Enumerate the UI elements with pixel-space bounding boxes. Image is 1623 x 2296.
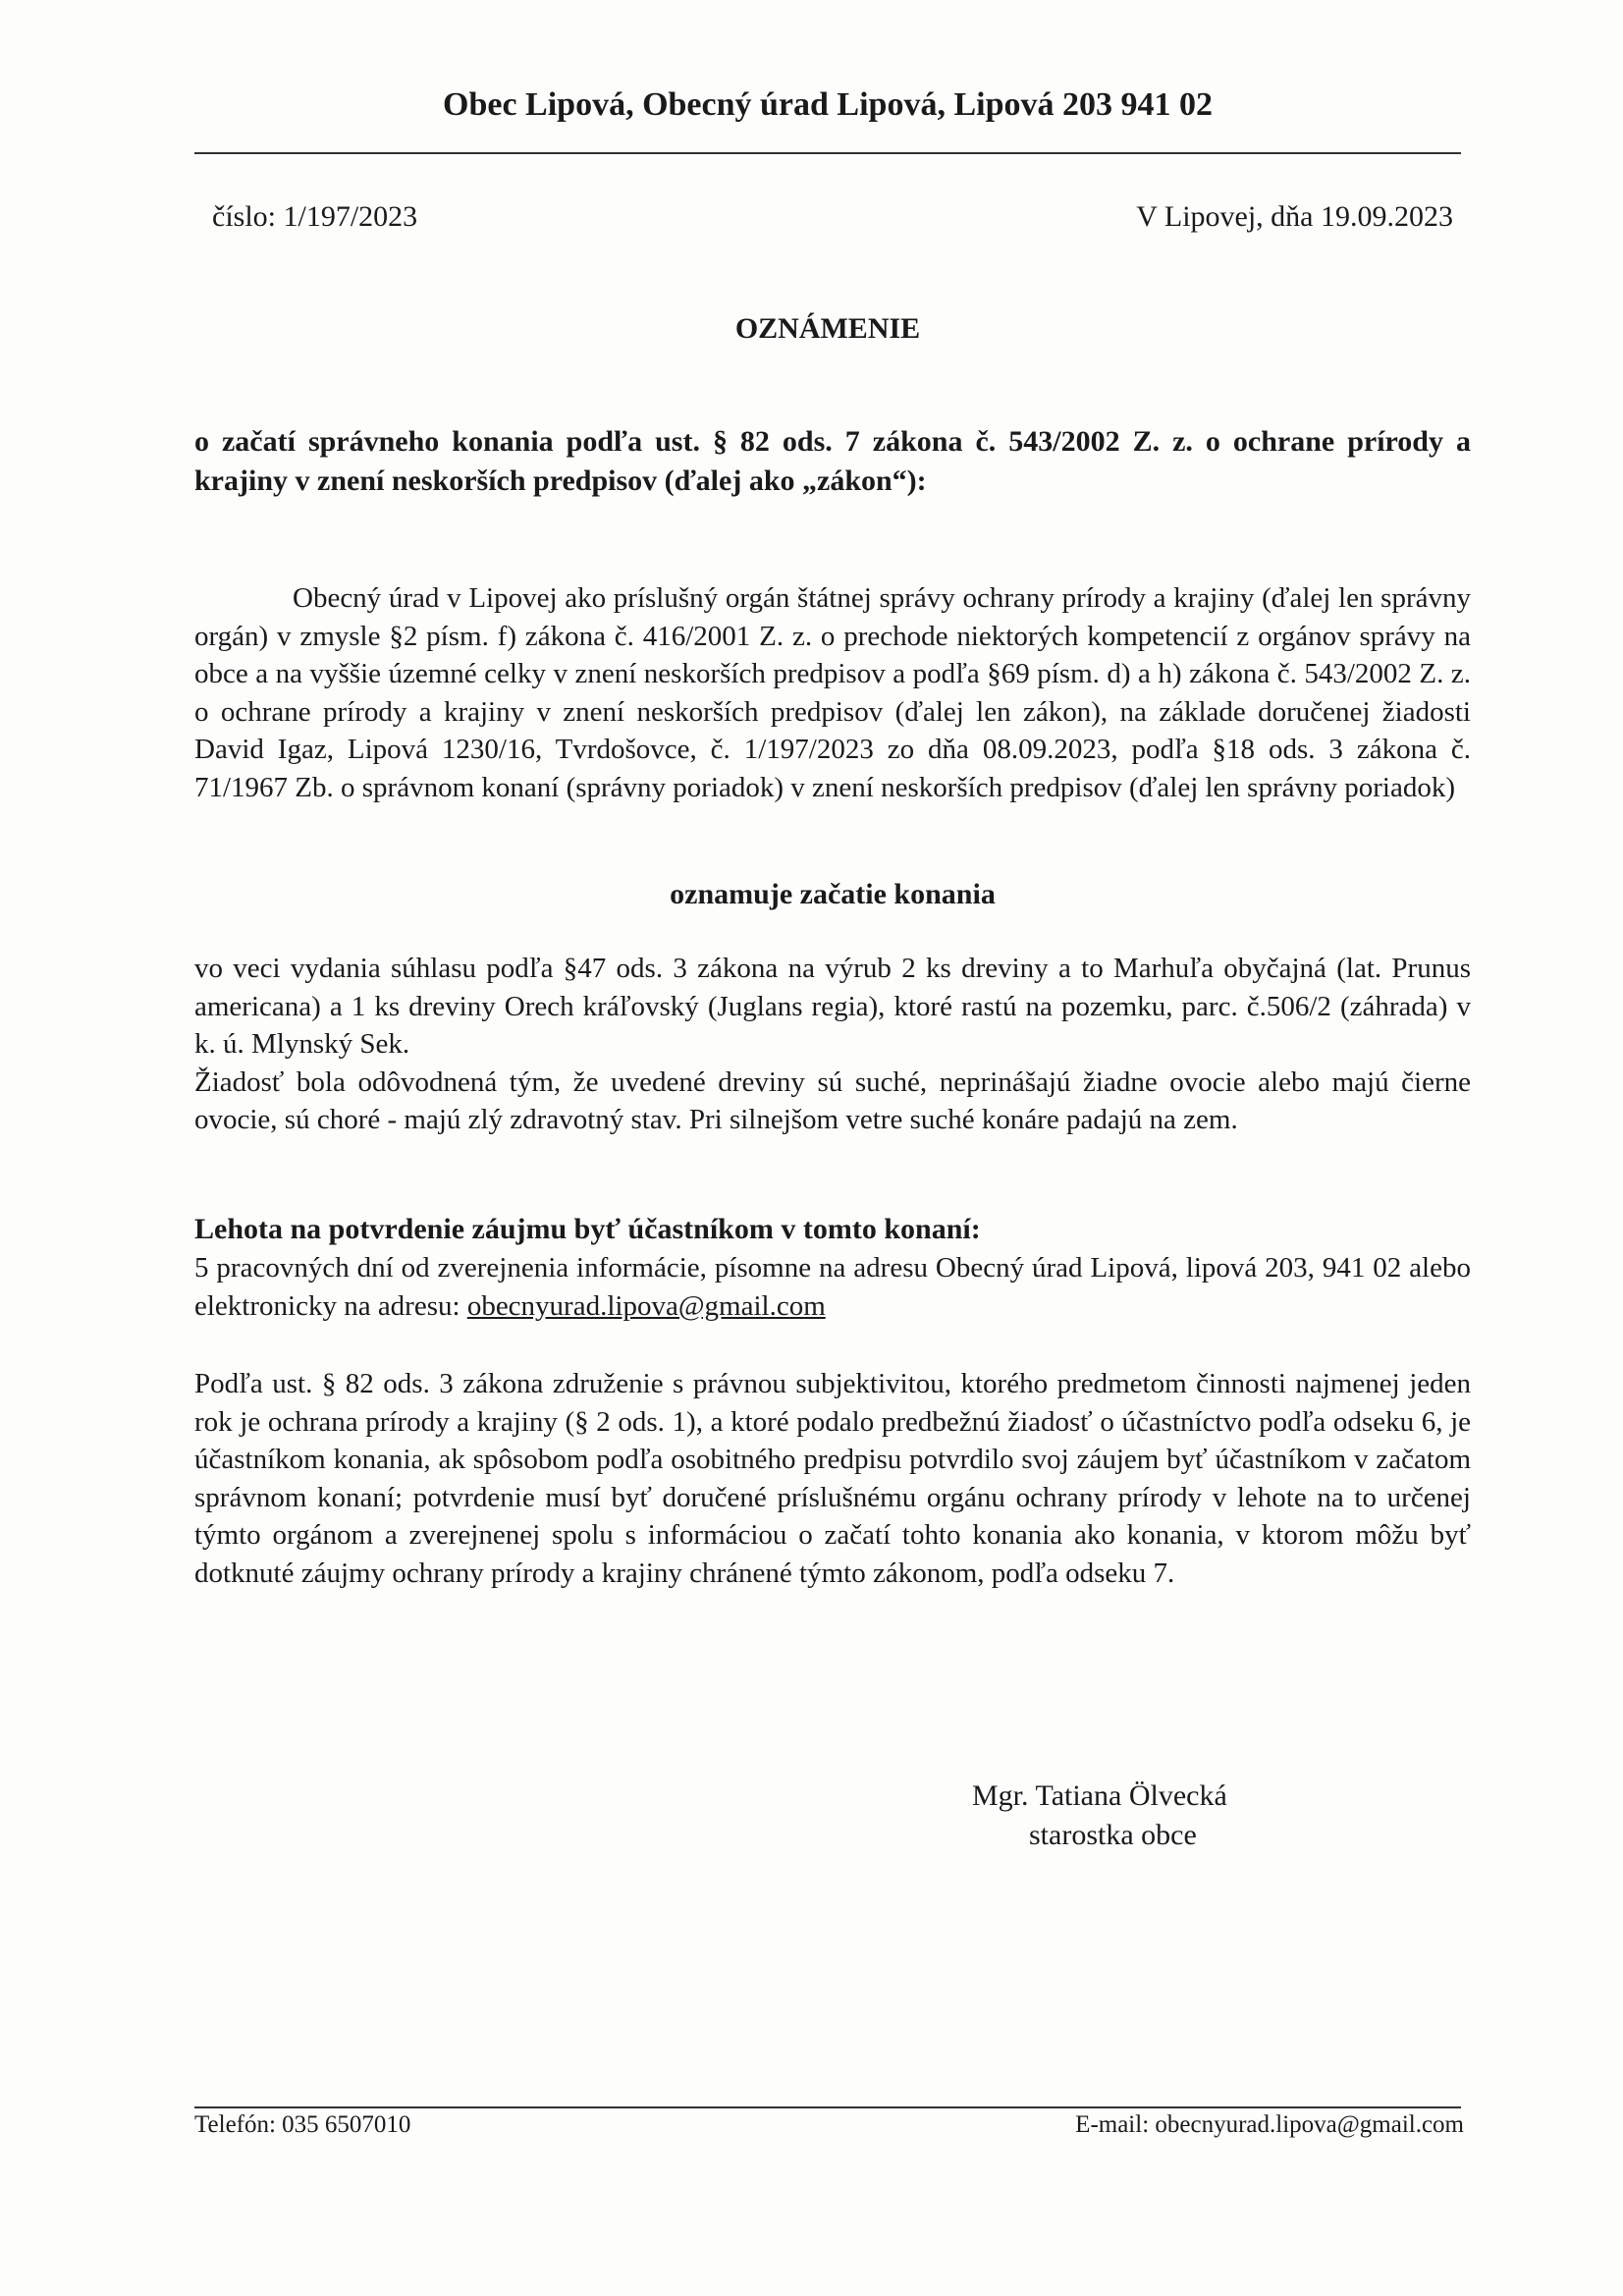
letterhead-divider bbox=[194, 152, 1461, 154]
document-subject: o začatí správneho konania podľa ust. § 82 ods. 7 zákona č. 543/2002 Z. z. o ochrane prírody a krajiny v znení neskorších predpisov (ďalej ako „zákon“): bbox=[194, 425, 1471, 497]
paragraph-matter bbox=[194, 950, 1471, 1139]
footer-phone: Telefón: 035 6507010 bbox=[194, 2111, 411, 2138]
deadline-heading: Lehota na potvrdenie záujmu byť účastníkom v tomto konaní: bbox=[194, 1213, 981, 1245]
reference-number: číslo: 1/197/2023 bbox=[212, 200, 418, 233]
paragraph-matter-subject: vo veci vydania súhlasu podľa §47 ods. 3 zákona na výrub 2 ks dreviny a to Marhuľa obyčajná (lat. Prunus americana) a 1 ks dreviny Orech kráľovský (Juglans regia), ktoré rastú na pozemku, parc. č.506/2 (záhrada) v k. ú. Mlynský Sek. bbox=[194, 953, 1471, 1060]
deadline-text: 5 pracovných dní od zverejnenia informácie, písomne na adresu Obecný úrad Lipová, lipová 203, 941 02 alebo elektronicky na adresu: bbox=[194, 1252, 1471, 1322]
paragraph-matter-reason: Žiadosť bola odôvodnená tým, že uvedené dreviny sú suché, neprinášajú žiadne ovocie alebo majú čierne ovocie, sú choré - majú zlý zdravotný stav. Pri silnejšom vetre suché konáre padajú na zem. bbox=[194, 1066, 1471, 1135]
paragraph-authority: Obecný úrad v Lipovej ako príslušný orgán štátnej správy ochrany prírody a krajiny (ďalej len správny orgán) v zmysle §2 písm. f) zákona č. 416/2001 Z. z. o prechode niektorých kompetencií z orgánov správy na obce a na vyššie územné celky v znení neskorších predpisov a podľa §69 písm. d) a h) zákona č. 543/2002 Z. z. o ochrane prírody a krajiny v znení neskorších predpisov (ďalej len zákon), na základe doručenej žiadosti David Igaz, Lipová 1230/16, Tvrdošovce, č. 1/197/2023 zo dňa 08.09.2023, podľa §18 ods. 3 zákona č. 71/1967 Zb. o správnom konaní (správny poriadok) v znení neskorších predpisov (ďalej len správny poriadok) bbox=[194, 582, 1471, 803]
deadline-email-link[interactable]: obecnyurad.lipova@gmail.com bbox=[466, 1289, 826, 1322]
letterhead-title: Obec Lipová, Obecný úrad Lipová, Lipová 203 941 02 bbox=[443, 86, 1213, 123]
signatory-name: Mgr. Tatiana Ölvecká bbox=[972, 1779, 1227, 1812]
footer-divider bbox=[194, 2106, 1461, 2108]
signatory-role: starostka obce bbox=[1029, 1819, 1197, 1851]
announcement-heading: oznamuje začatie konania bbox=[670, 878, 996, 910]
paragraph-legal-basis: Podľa ust. § 82 ods. 3 zákona združenie s právnou subjektivitou, ktorého predmetom činnosti najmenej jeden rok je ochrana prírody a krajiny (§ 2 ods. 1), a ktoré podalo predbežnú žiadosť o účastníctvo podľa odseku 6, je účastníkom konania, ak spôsobom podľa osobitného predpisu potvrdilo svoj záujem byť účastníkom v začatom správnom konaní; potvrdenie musí byť doručené príslušnému orgánu ochrany prírody v lehote na to určenej týmto orgánom a zverejnenej spolu s informáciou o začatí tohto konania ako konania, v ktorom môžu byť dotknuté záujmy ochrany prírody a krajiny chránené týmto zákonom, podľa odseku 7. bbox=[194, 1368, 1471, 1589]
place-and-date: V Lipovej, dňa 19.09.2023 bbox=[1136, 200, 1453, 233]
footer-email: E-mail: obecnyurad.lipova@gmail.com bbox=[1075, 2111, 1464, 2138]
deadline-paragraph bbox=[194, 1249, 1471, 1325]
document-title: OZNÁMENIE bbox=[734, 312, 921, 345]
